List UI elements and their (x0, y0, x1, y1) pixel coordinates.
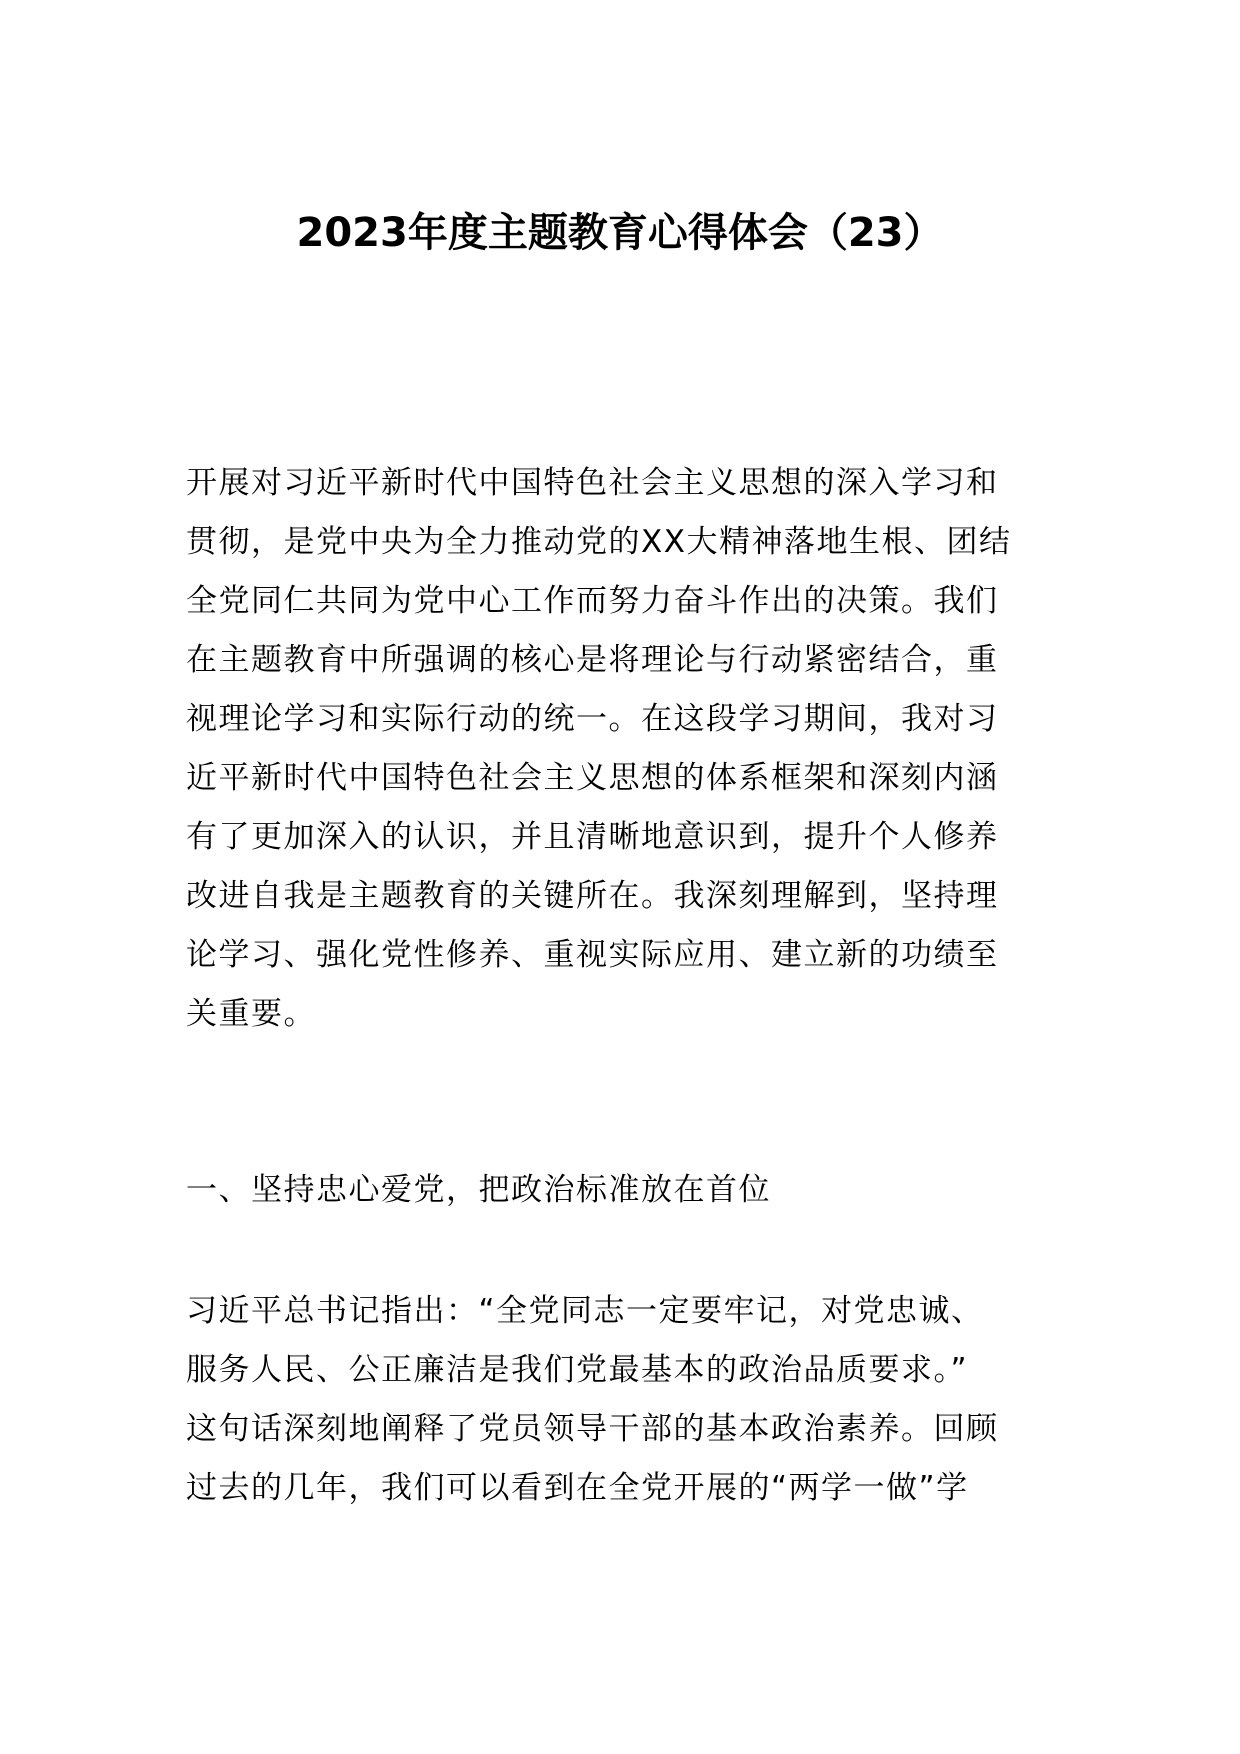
paragraph-2 (186, 1282, 1056, 1518)
paragraph-1-line: 视理论学习和实际行动的统一。在这段学习期间，我对习 (186, 701, 999, 737)
paragraph-1 (186, 454, 1056, 1044)
paragraph-1-line: 全党同仁共同为党中心工作而努力奋斗作出的决策。我们 (186, 583, 999, 619)
document-title: 2023年度主题教育心得体会（23） (296, 210, 944, 256)
paragraph-2-line: 习近平总书记指出：“全党同志一定要牢记，对党忠诚、 (186, 1293, 984, 1329)
paragraph-2-line: 服务人民、公正廉洁是我们党最基本的政治品质要求。” (186, 1352, 969, 1388)
paragraph-2-line: 过去的几年，我们可以看到在全党开展的“两学一做”学 (186, 1470, 969, 1506)
section-heading: 一、坚持忠心爱党，把政治标准放在首位 (186, 1172, 771, 1208)
paragraph-2-line: 这句话深刻地阐释了党员领导干部的基本政治素养。回顾 (186, 1411, 999, 1447)
paragraph-1-line: 贯彻，是党中央为全力推动党的XX大精神落地生根、团结 (186, 524, 1012, 560)
paragraph-1-line: 关重要。 (186, 996, 316, 1032)
paragraph-1-line: 近平新时代中国特色社会主义思想的体系框架和深刻内涵 (186, 760, 999, 796)
paragraph-1-line: 有了更加深入的认识，并且清晰地意识到，提升个人修养 (186, 819, 999, 855)
paragraph-1-line: 改进自我是主题教育的关键所在。我深刻理解到，坚持理 (186, 878, 999, 914)
paragraph-1-line: 在主题教育中所强调的核心是将理论与行动紧密结合，重 (186, 642, 999, 678)
paragraph-1-line: 论学习、强化党性修养、重视实际应用、建立新的功绩至 (186, 937, 999, 973)
paragraph-1-line: 开展对习近平新时代中国特色社会主义思想的深入学习和 (186, 465, 999, 501)
